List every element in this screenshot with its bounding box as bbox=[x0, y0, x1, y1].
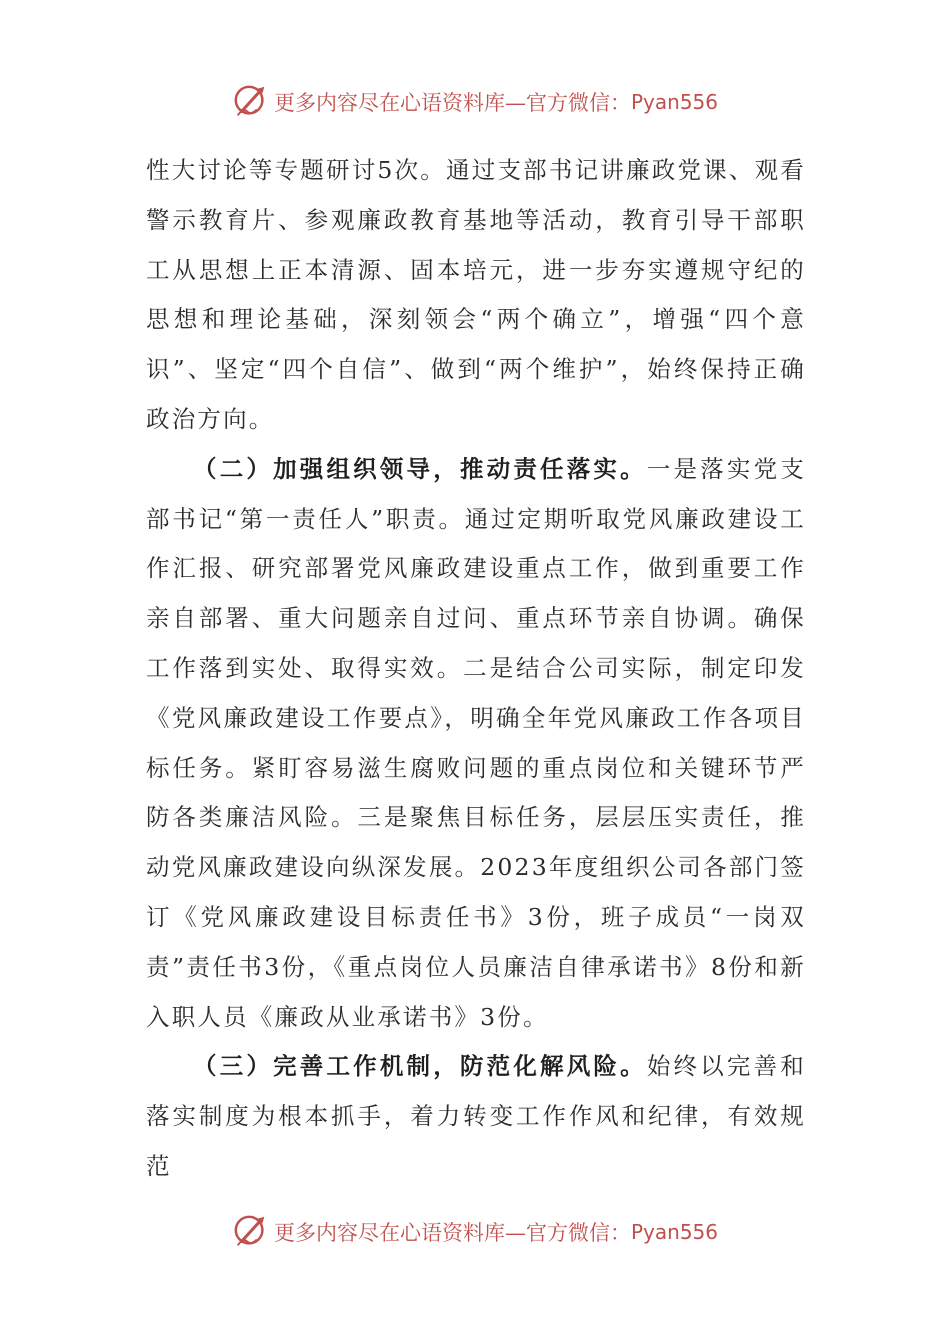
section-heading-2: （二）加强组织领导，推动责任落实。 bbox=[193, 454, 647, 483]
paragraph-3-text: 始终以完善和落实制度为根本抓手，着力转变工作作风和纪律，有效规范 bbox=[146, 1052, 807, 1180]
watermark-text: 更多内容尽在心语资料库—官方微信： bbox=[273, 91, 631, 115]
watermark-wechat-id: Pyan556 bbox=[630, 1220, 718, 1244]
paragraph-1-text: 性大讨论等专题研讨5次。通过支部书记讲廉政党课、观看警示教育片、参观廉政教育基地等活动，教育引导干部职工从思想上正本清源、固本培元，进一步夯实遵规守纪的思想和理论基础，深刻领会“两个确立”，增强“四个意识”、坚定“四个自信”、做到“两个维护”，始终保持正确政治方向。 bbox=[146, 156, 806, 433]
header-watermark bbox=[0, 80, 950, 124]
paragraph-1 bbox=[146, 146, 806, 445]
paragraph-2 bbox=[146, 445, 806, 1043]
section-heading-3: （三）完善工作机制，防范化解风险。 bbox=[193, 1052, 647, 1081]
paragraph-2-text: 一是落实党支部书记“第一责任人”职责。通过定期听取党风廉政建设工作汇报、研究部署党风廉政建设重点工作，做到重要工作亲自部署、重大问题亲自过问、重点环节亲自协调。确保工作落到实处、取得实效。二是结合公司实际，制定印发《党风廉政建设工作要点》，明确全年党风廉政工作各项目标任务。紧盯容易滋生腐败问题的重点岗位和关键环节严防各类廉洁风险。三是聚焦目标任务，层层压实责任，推动党风廉政建设向纵深发展。2023年度组织公司各部门签订《党风廉政建设目标责任书》3份，班子成员“一岗双责”责任书3份，《重点岗位人员廉洁自律承诺书》8份和新入职人员《廉政从业承诺书》3份。 bbox=[146, 454, 807, 1031]
pen-logo-icon bbox=[232, 1213, 270, 1251]
pen-logo-icon bbox=[232, 83, 270, 121]
watermark-text: 更多内容尽在心语资料库—官方微信： bbox=[273, 1221, 631, 1245]
paragraph-3 bbox=[146, 1042, 806, 1191]
document-body bbox=[146, 146, 806, 1192]
watermark-wechat-id: Pyan556 bbox=[630, 90, 718, 114]
footer-watermark bbox=[0, 1210, 950, 1254]
